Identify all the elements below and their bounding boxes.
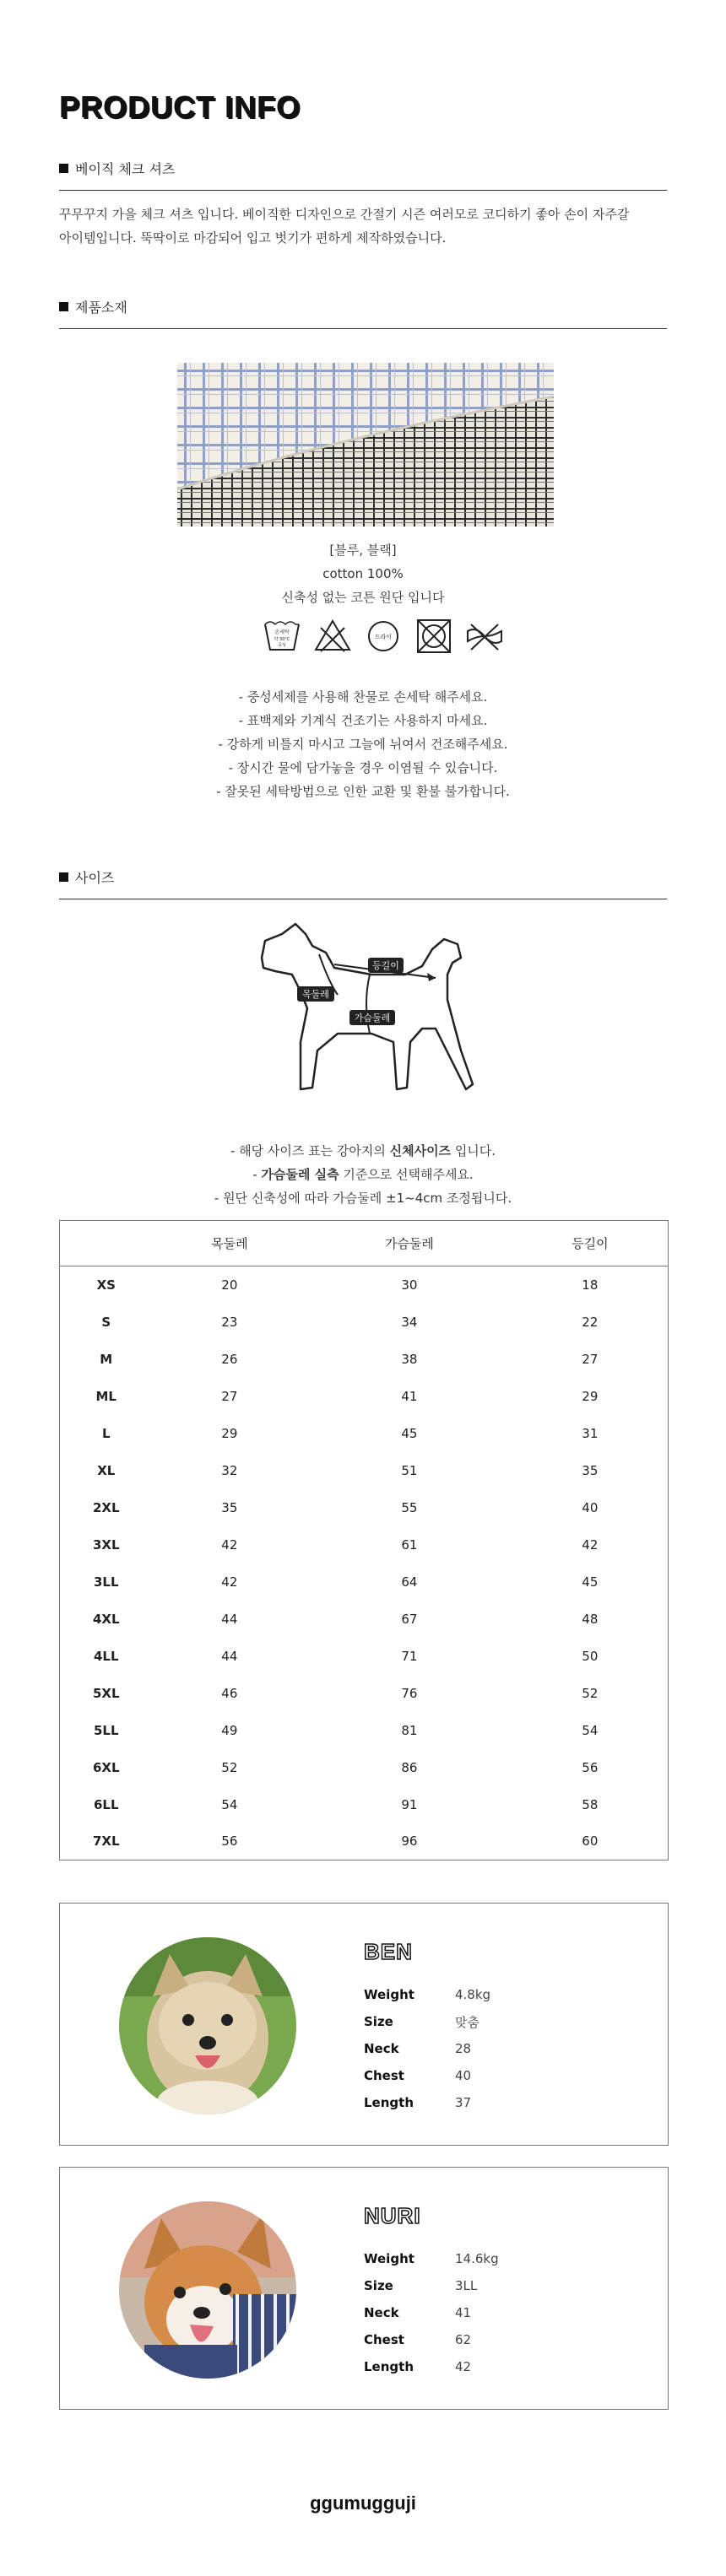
table-row: [60, 1415, 669, 1452]
material-fabric: cotton 100%: [322, 566, 404, 581]
stat-value: 40: [455, 2068, 472, 2083]
size-value-cell: 20: [221, 1277, 238, 1293]
fabric-swatch-image: [177, 363, 554, 527]
size-value-cell: 49: [221, 1722, 238, 1738]
size-value-cell: 44: [221, 1611, 238, 1627]
stat-row: [364, 1981, 490, 2008]
size-value-cell: 29: [582, 1388, 599, 1404]
stat-value: 41: [455, 2305, 472, 2320]
table-row: [60, 1452, 669, 1489]
stat-row: [364, 2089, 490, 2116]
size-value-cell: 67: [401, 1611, 418, 1627]
size-value-cell: 30: [401, 1277, 418, 1293]
care-note: - 강하게 비틀지 마시고 그늘에 뉘여서 건조해주세요.: [218, 737, 508, 752]
stat-row: [364, 2245, 499, 2272]
page-title: PRODUCT INFO: [59, 89, 301, 124]
size-value-cell: 23: [221, 1314, 238, 1330]
stat-key: Chest: [364, 2332, 404, 2347]
size-value-cell: 44: [221, 1648, 238, 1664]
section-header-basic: [59, 159, 667, 191]
size-label-cell: 5XL: [92, 1685, 120, 1701]
size-value-cell: 42: [582, 1536, 599, 1553]
size-notes: [0, 1139, 726, 1210]
size-label-cell: 3LL: [93, 1574, 119, 1590]
dry-clean-icon: [363, 616, 404, 656]
size-value-cell: 55: [401, 1499, 418, 1515]
description-line: 꾸무꾸지 가을 체크 셔츠 입니다. 베이직한 디자인으로 간절기 시즌 여러모로 코디하기 좋아 손이 자주갈: [59, 207, 630, 222]
size-label-cell: M: [100, 1351, 113, 1367]
size-label-cell: ML: [95, 1388, 116, 1404]
size-value-cell: 54: [582, 1722, 599, 1738]
table-row: [60, 1563, 669, 1601]
material-stretch: 신축성 없는 코튼 원단 입니다: [281, 590, 445, 605]
wash-icon-text: 손세탁: [274, 629, 290, 635]
care-note: - 표백제와 기계식 건조기는 사용하지 마세요.: [238, 713, 488, 728]
table-header: 가슴둘레: [306, 1221, 512, 1266]
stat-key: Chest: [364, 2068, 404, 2083]
size-label-cell: L: [101, 1425, 111, 1441]
stat-value: 4.8kg: [455, 1987, 491, 2002]
size-value-cell: 71: [401, 1648, 418, 1664]
size-value-cell: 46: [221, 1685, 238, 1701]
length-label: 등길이: [372, 960, 399, 971]
stat-value: 맞춤: [455, 2014, 479, 2030]
size-label-cell: 4XL: [92, 1611, 120, 1627]
description-line: 아이템입니다. 뚝딱이로 마감되어 입고 벗기가 편하게 제작하였습니다.: [59, 230, 447, 246]
neck-label: 목둘레: [302, 989, 329, 1000]
size-value-cell: 34: [401, 1314, 418, 1330]
stat-value: 14.6kg: [455, 2251, 499, 2266]
size-label-cell: XS: [96, 1277, 116, 1293]
wash-icon-text: 중성: [278, 643, 286, 648]
table-row: [60, 1526, 669, 1563]
stat-key: Neck: [364, 2305, 399, 2320]
table-row: [60, 1266, 669, 1304]
size-note: [0, 1139, 726, 1163]
care-note: - 장시간 물에 담가놓을 경우 이염될 수 있습니다.: [228, 760, 498, 775]
size-label-cell: 3XL: [92, 1536, 120, 1553]
material-info: [0, 538, 726, 609]
size-value-cell: 51: [401, 1462, 418, 1478]
model-stats: [364, 1981, 490, 2116]
size-label-cell: S: [101, 1314, 111, 1330]
size-value-cell: 29: [221, 1425, 238, 1441]
size-value-cell: 35: [221, 1499, 238, 1515]
stat-key: Length: [364, 2095, 414, 2110]
size-note: - 원단 신축성에 따라 가슴둘레 ±1~4cm 조정됩니다.: [214, 1191, 512, 1206]
size-value-cell: 61: [401, 1536, 418, 1553]
table-row: [60, 1823, 669, 1860]
stat-key: Length: [364, 2359, 414, 2374]
stat-row: [364, 2062, 490, 2089]
stat-key: Weight: [364, 2251, 414, 2266]
size-value-cell: 52: [582, 1685, 599, 1701]
size-value-cell: 56: [582, 1759, 599, 1775]
stat-row: [364, 2353, 499, 2380]
section-title-material: 제품소재: [75, 300, 127, 316]
section-title-basic: 베이직 체크 셔츠: [75, 161, 176, 177]
size-label-cell: 7XL: [92, 1833, 120, 1850]
chest-label: 가슴둘레: [354, 1013, 391, 1023]
model-name: NURI: [364, 2203, 421, 2228]
dry-icon-text: 드라이: [374, 634, 393, 640]
stat-row: [364, 2299, 499, 2326]
stat-value: 28: [455, 2041, 472, 2056]
size-value-cell: 40: [582, 1499, 599, 1515]
table-row: [60, 1601, 669, 1638]
size-value-cell: 50: [582, 1648, 599, 1664]
table-row: [60, 1675, 669, 1712]
size-value-cell: 64: [401, 1574, 418, 1590]
size-value-cell: 91: [401, 1796, 418, 1812]
stat-key: Neck: [364, 2041, 399, 2056]
stat-row: [364, 2035, 490, 2062]
care-note: - 중성세제를 사용해 찬물로 손세탁 해주세요.: [238, 689, 488, 705]
product-description: [59, 203, 667, 250]
size-value-cell: 58: [582, 1796, 599, 1812]
divider: [59, 328, 667, 329]
model-card-nuri: [59, 2167, 669, 2410]
stat-value: 42: [455, 2359, 472, 2374]
table-header: 등길이: [512, 1221, 669, 1266]
note-text: - 해당 사이즈 표는 강아지의: [230, 1143, 390, 1158]
section-header-size: [59, 867, 667, 899]
size-value-cell: 60: [582, 1833, 599, 1850]
model-name: BEN: [364, 1939, 413, 1964]
dog-measurement-diagram: [245, 915, 498, 1122]
stat-value: 37: [455, 2095, 472, 2110]
note-text: 입니다.: [451, 1143, 496, 1158]
no-bleach-icon: [312, 616, 353, 656]
no-wring-icon: [464, 616, 505, 656]
size-value-cell: 76: [401, 1685, 418, 1701]
dog-photo-nuri: [119, 2201, 296, 2379]
size-note: [0, 1163, 726, 1186]
stat-row: [364, 2272, 499, 2299]
size-value-cell: 35: [582, 1462, 599, 1478]
size-value-cell: 38: [401, 1351, 418, 1367]
divider: [59, 190, 667, 191]
stat-value: 3LL: [455, 2278, 478, 2293]
note-text: -: [252, 1167, 262, 1182]
note-text: 기준으로 선택해주세요.: [339, 1167, 474, 1182]
square-bullet-icon: [59, 302, 68, 311]
table-header: [60, 1221, 153, 1266]
brand-logo: ggumugguji: [310, 2492, 416, 2514]
dog-photo-ben: [119, 1937, 296, 2114]
section-header-material: [59, 297, 667, 329]
model-card-ben: [59, 1903, 669, 2146]
section-title-size: 사이즈: [75, 870, 115, 886]
size-value-cell: 32: [221, 1462, 238, 1478]
size-value-cell: 18: [582, 1277, 599, 1293]
table-row: [60, 1304, 669, 1341]
stat-key: Weight: [364, 1987, 414, 2002]
size-value-cell: 48: [582, 1611, 599, 1627]
stat-row: [364, 2008, 490, 2035]
size-value-cell: 45: [401, 1425, 418, 1441]
table-row: [60, 1489, 669, 1526]
stat-key: Size: [364, 2278, 393, 2293]
size-value-cell: 42: [221, 1536, 238, 1553]
size-label-cell: 4LL: [93, 1648, 119, 1664]
table-row: [60, 1638, 669, 1675]
note-bold: 가슴둘레 실측: [261, 1167, 339, 1182]
size-value-cell: 27: [582, 1351, 599, 1367]
model-stats: [364, 2245, 499, 2380]
size-value-cell: 96: [401, 1833, 418, 1850]
care-notes: [0, 685, 726, 803]
table-header: 목둘레: [153, 1221, 307, 1266]
size-label-cell: XL: [97, 1462, 116, 1478]
size-value-cell: 42: [221, 1574, 238, 1590]
note-bold: 신체사이즈: [389, 1143, 452, 1158]
size-value-cell: 54: [221, 1796, 238, 1812]
square-bullet-icon: [59, 164, 68, 173]
stat-value: 62: [455, 2332, 472, 2347]
material-colors: [블루, 블랙]: [329, 543, 397, 558]
size-label-cell: 2XL: [92, 1499, 120, 1515]
size-label-cell: 6LL: [93, 1796, 119, 1812]
care-icons: [262, 616, 505, 656]
stat-key: Size: [364, 2014, 393, 2029]
care-note: - 잘못된 세탁방법으로 인한 교환 및 환불 불가합니다.: [216, 784, 510, 799]
size-label-cell: 5LL: [93, 1722, 119, 1738]
size-value-cell: 26: [221, 1351, 238, 1367]
stat-row: [364, 2326, 499, 2353]
no-tumble-dry-icon: [414, 616, 454, 656]
size-value-cell: 86: [401, 1759, 418, 1775]
size-label-cell: 6XL: [92, 1759, 120, 1775]
size-value-cell: 56: [221, 1833, 238, 1850]
square-bullet-icon: [59, 872, 68, 882]
size-value-cell: 41: [401, 1388, 418, 1404]
size-value-cell: 27: [221, 1388, 238, 1404]
size-table: [59, 1220, 669, 1860]
table-row: [60, 1786, 669, 1823]
size-value-cell: 81: [401, 1722, 418, 1738]
table-row: [60, 1341, 669, 1378]
hand-wash-icon: [262, 616, 302, 656]
size-value-cell: 45: [582, 1574, 599, 1590]
table-header-row: [60, 1221, 669, 1266]
table-row: [60, 1712, 669, 1749]
wash-icon-text: 약 30°C: [274, 637, 290, 642]
table-row: [60, 1378, 669, 1415]
size-value-cell: 52: [221, 1759, 238, 1775]
size-value-cell: 31: [582, 1425, 599, 1441]
size-value-cell: 22: [582, 1314, 599, 1330]
table-row: [60, 1749, 669, 1786]
